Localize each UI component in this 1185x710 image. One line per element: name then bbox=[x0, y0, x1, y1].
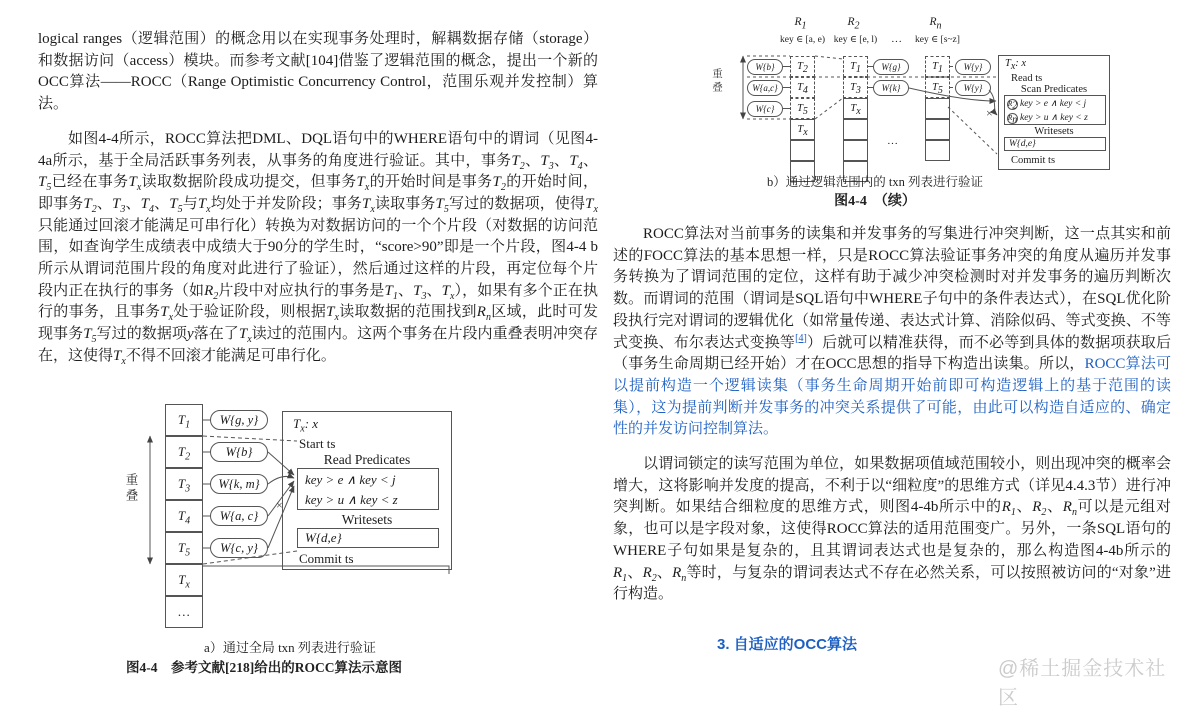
transaction-cell bbox=[165, 404, 203, 436]
range-key-label: key ∈ [a, e) bbox=[779, 35, 825, 45]
write-set-bubble: W{k, m} bbox=[210, 474, 268, 494]
range-transaction-cell bbox=[925, 140, 950, 161]
variable: $T_x$ bbox=[362, 195, 375, 215]
section-heading: 3. 自适应的OCC算法 bbox=[717, 636, 858, 653]
variable: $T_2$ bbox=[511, 152, 525, 172]
tx-validation-box bbox=[998, 55, 1110, 170]
range-transaction-cell bbox=[790, 119, 815, 140]
predicate-line: key > u ∧ key < z bbox=[305, 492, 398, 507]
variable: $T_x$ bbox=[293, 416, 305, 435]
range-transaction-cell bbox=[925, 119, 950, 140]
write-set-bubble: W{a, c} bbox=[210, 506, 268, 526]
text-segment: y bbox=[186, 326, 194, 343]
read-predicates-box bbox=[297, 468, 439, 510]
figure-4-4a-caption: a）通过全局 txn 列表进行验证 bbox=[204, 640, 376, 655]
transaction-cell: … bbox=[165, 596, 203, 628]
citation-link[interactable]: [4] bbox=[795, 332, 807, 344]
transaction-label: $T_4$ bbox=[177, 508, 191, 527]
range-transaction-cell bbox=[843, 98, 868, 119]
variable: $T_x$ bbox=[326, 304, 339, 324]
variable: $T_5$ bbox=[435, 195, 449, 215]
write-set-bubble: W{y} bbox=[955, 80, 991, 96]
read-ts-label: Read ts bbox=[1011, 73, 1043, 84]
figure-4-4b-caption: b）通过逻辑范围内的 txn 列表进行验证 bbox=[767, 175, 983, 189]
transaction-cell bbox=[165, 500, 203, 532]
variable: $T_x$ bbox=[585, 195, 598, 215]
range-transaction-cell bbox=[843, 119, 868, 140]
highlighted-text: ROCC算法可以提前构造一个逻辑读集（事务生命周期开始前即可构造逻辑上的基于范围的读集），这为提前判断并发事务的冲突关系提供了可能，由此可以构造自适应的、确定性的并发访问控制算法。 bbox=[613, 356, 1171, 438]
write-set-bubble: W{a,c} bbox=[747, 80, 783, 96]
variable: $R_n$ bbox=[672, 564, 687, 584]
body-paragraph: ROCC算法对当前事务的读集和并发事务的写集进行冲突判断，这一点其实和前述的FOCC算法的基本思想一样，只是ROCC算法验证事务冲突的角度从遍历并发事务转换为了谓词范围的定位，这样有助于减少冲突检测时对并发事务的遍历判断次数。而谓词的范围（谓词是SQL语句中WHERE子句中的条件表达式），在SQL优化阶段执行完对谓词的逻辑优化（如常量传递、表达式计算、消除似码、等式变换、不等式变换、布尔表达式变换等[4]）后就可以精准获得，而不必等到具体的数据项获取后（事务生命周期已经开始）才在OCC思想的指导下构造出读集。所以，ROCC算法可以提前构造一个逻辑读集（事务生命周期开始前即可构造逻辑上的基于范围的读集），这为提前判断并发事务的冲突关系提供了可能，由此可以构造自适应的、确定性的并发访问控制算法。 bbox=[613, 226, 1171, 438]
variable: $T_1$ bbox=[384, 282, 398, 302]
scan-predicates-box bbox=[1004, 95, 1106, 125]
writesets-box: W{d,e} bbox=[1004, 137, 1106, 151]
variable: $T_5$ bbox=[38, 174, 52, 194]
figure-4-4b-diagram bbox=[695, 10, 1175, 178]
variable: $T_3$ bbox=[413, 282, 427, 302]
write-set-bubble: W{g} bbox=[873, 59, 909, 75]
variable: $R_n$ bbox=[1007, 113, 1018, 126]
transaction-label: $T_5$ bbox=[932, 82, 943, 97]
variable: $R_n$ bbox=[929, 16, 942, 32]
range-name-label bbox=[929, 16, 942, 32]
variable: $R_2$ bbox=[642, 564, 657, 584]
transaction-label: $T_2$ bbox=[177, 444, 191, 463]
write-set-bubble: W{b} bbox=[747, 59, 783, 75]
transaction-label: $T_5$ bbox=[797, 103, 808, 118]
range-name-label bbox=[794, 16, 807, 32]
variable: $T_2$ bbox=[83, 195, 97, 215]
range-name-label bbox=[847, 16, 860, 32]
body-paragraph: 以谓词锁定的读写范围为单位，如果数据项值域范围较小，则出现冲突的概率会增大，这将影响并发度的提高，不利于以“细粒度”的思维方式（详见4.4.3节）进行冲突判断。如果结合细粒度的思维方式，则图4-4b所示中的$R_1$、$R_2$、$R_n$可以是元组对象，也可以是字段对象，这使得ROCC算法的适用范围变广。另外，一条SQL语句的WHERE子句如果是复杂的，且其谓词表达式也是复杂的，那么构造图4-4b所示的$R_1$、$R_2$、$R_n$等时，与复杂的谓词表达式不存在必然关系，可以按照被访问的“对象”进行构造。 bbox=[613, 456, 1171, 603]
variable: $R_2$ bbox=[1032, 499, 1047, 519]
variable: $T_5$ bbox=[83, 326, 97, 346]
figure-4-4b-continued-caption: 图4-4 （续） bbox=[834, 194, 916, 209]
write-set-bubble: W{k} bbox=[873, 80, 909, 96]
transaction-label: $T_1$ bbox=[932, 61, 943, 76]
variable: $R_2$ bbox=[204, 282, 219, 302]
writesets-box: W{d,e} bbox=[297, 528, 439, 548]
variable: $T_4$ bbox=[140, 195, 154, 215]
variable: $T_x$ bbox=[113, 347, 126, 367]
write-set-bubble: W{c, y} bbox=[210, 538, 268, 558]
transaction-label: $T_4$ bbox=[797, 82, 808, 97]
predicate-line: key > e ∧ key < j bbox=[305, 472, 396, 487]
transaction-label: $T_1$ bbox=[850, 61, 861, 76]
variable: $R_n$ bbox=[476, 304, 491, 324]
transaction-label: $T_3$ bbox=[850, 82, 861, 97]
transaction-label: $T_x$ bbox=[178, 572, 190, 591]
writesets-label: Writesets bbox=[341, 512, 393, 527]
tx-box-title: $T_x$: x bbox=[1005, 58, 1027, 73]
write-set-bubble: W{b} bbox=[210, 442, 268, 462]
range-key-label: key ∈ [s~z] bbox=[915, 35, 960, 45]
transaction-cell bbox=[165, 468, 203, 500]
ellipsis-bottom: ··· bbox=[887, 138, 898, 150]
range-transaction-cell bbox=[843, 56, 868, 77]
variable: $R_1$ bbox=[794, 16, 807, 32]
transaction-cell bbox=[165, 532, 203, 564]
variable: $R_n$ bbox=[1062, 499, 1077, 519]
variable: $T_x$ bbox=[197, 195, 211, 215]
variable: $R_1$ bbox=[613, 564, 628, 584]
scan-predicates-label: Scan Predicates bbox=[1020, 84, 1088, 95]
variable: $T_2$ bbox=[492, 174, 506, 194]
overlap-label: 重叠 bbox=[124, 473, 138, 504]
commit-ts-label: Commit ts bbox=[1011, 155, 1056, 166]
range-transaction-cell bbox=[843, 77, 868, 98]
right-column-text bbox=[613, 224, 1171, 619]
writesets-label: Writesets bbox=[1034, 126, 1074, 137]
predicate-line: $R_2$ key > e ∧ key < j bbox=[1007, 99, 1087, 112]
transaction-label: $T_x$ bbox=[850, 103, 861, 118]
overlap-label: 重叠 bbox=[711, 68, 722, 95]
conflict-cross-mark: × bbox=[986, 106, 993, 120]
commit-ts-label: Commit ts bbox=[299, 551, 354, 566]
range-transaction-cell bbox=[790, 140, 815, 161]
left-column-text bbox=[38, 29, 598, 381]
variable: $T_x$ bbox=[1005, 58, 1016, 73]
variable: $R_2$ bbox=[847, 16, 860, 32]
variable: $T_x$ bbox=[441, 282, 455, 302]
figure-4-4a-diagram bbox=[120, 395, 480, 645]
variable: $T_x$ bbox=[356, 174, 370, 194]
read-predicates-label: Read Predicates bbox=[323, 452, 411, 467]
write-set-bubble: W{g, y} bbox=[210, 410, 268, 430]
body-paragraph: logical ranges（逻辑范围）的概念用以在实现事务处理时，解耦数据存储（storage）和数据访问（access）模块。而参考文献[104]借鉴了逻辑范围的概念，提出一个新的OCC算法——ROCC（Range Optimistic Concurrency Control，范围乐观并发控制）算法。 bbox=[38, 31, 598, 113]
figure-4-4-main-caption: 图4-4 参考文献[218]给出的ROCC算法示意图 bbox=[126, 660, 402, 675]
write-set-bubble: W{y} bbox=[955, 59, 991, 75]
variable: $T_x$ bbox=[128, 174, 142, 194]
watermark: @稀土掘金技术社区 bbox=[998, 658, 1167, 709]
predicate-line: $R_n$ key > u ∧ key < z bbox=[1007, 113, 1088, 126]
range-tag bbox=[1007, 99, 1018, 110]
range-transaction-cell bbox=[790, 56, 815, 77]
start-ts-label: Start ts bbox=[299, 436, 336, 451]
transaction-label: $T_1$ bbox=[177, 412, 191, 431]
transaction-label: $T_x$ bbox=[797, 124, 808, 139]
variable: $T_3$ bbox=[540, 152, 554, 172]
transaction-cell bbox=[165, 564, 203, 596]
variable: $R_2$ bbox=[1007, 99, 1018, 112]
transaction-label: $T_2$ bbox=[797, 61, 808, 76]
range-transaction-cell bbox=[925, 98, 950, 119]
body-paragraph: 如图4-4所示，ROCC算法把DML、DQL语句中的WHERE语句中的谓词（见图4-4a所示，基于全局活跃事务列表，从事务的角度进行验证。其中，事务$T_2$、$T_3$、$T_4$、$T_5$已经在事务$T_x$读取数据阶段成功提交，但事务$T_x$的开始时间是事务$T_2$的开始时间，即事务$T_2$、$T_3$、$T_4$、$T_5$与$T_x$均处于并发阶段；事务$T_x$读取事务$T_5$写过的数据项，使得$T_x$只能通过回滚才能满足可串行化）转换为对数据访问的一个个片段（对数据的访问范围，如查询学生成绩表中成绩大于90分的学生时，“score>90”即是一个片段，图4-4 b所示从谓词范围片段的角度对此进行了验证），然后通过这样的片段，再定位每个片段内正在执行的事务（如$R_2$片段中对应执行的事务是$T_1$、$T_3$、$T_x$），如果有多个正在执行的事务，且事务$T_x$处于验证阶段，则根据$T_x$读取数据的范围找到$R_n$区域，此时可发现事务$T_5$写过的数据项y落在了$T_x$读过的范围内。这两个事务在片段内重叠表明冲突存在，这使得$T_x$不得不回滚才能满足可串行化。 bbox=[38, 130, 598, 367]
variable: $T_x$ bbox=[238, 326, 252, 346]
range-transaction-cell bbox=[925, 56, 950, 77]
range-transaction-cell bbox=[925, 77, 950, 98]
tx-box-title: $T_x$: x bbox=[293, 416, 319, 435]
conflict-cross-mark: × bbox=[276, 498, 283, 512]
ellipsis-top: ··· bbox=[891, 36, 902, 48]
range-transaction-cell bbox=[843, 140, 868, 161]
variable: $T_x$ bbox=[160, 304, 174, 324]
transaction-label: $T_5$ bbox=[177, 540, 191, 559]
range-transaction-cell bbox=[790, 77, 815, 98]
range-transaction-cell bbox=[790, 98, 815, 119]
range-tag bbox=[1007, 113, 1018, 124]
variable: $T_3$ bbox=[112, 195, 126, 215]
variable: $T_4$ bbox=[569, 152, 583, 172]
tx-validation-box bbox=[282, 411, 452, 570]
write-set-bubble: W{c} bbox=[747, 101, 783, 117]
transaction-label: $T_3$ bbox=[177, 476, 191, 495]
variable: $T_5$ bbox=[169, 195, 183, 215]
range-key-label: key ∈ [e, l) bbox=[833, 35, 878, 45]
transaction-cell bbox=[165, 436, 203, 468]
variable: $R_1$ bbox=[1001, 499, 1016, 519]
